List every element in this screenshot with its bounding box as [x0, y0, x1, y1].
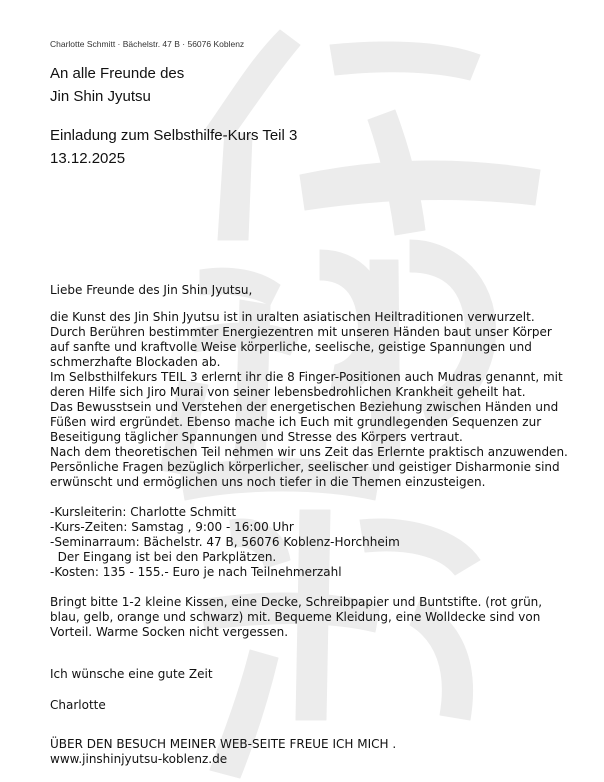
recipient-block	[50, 62, 184, 108]
detail-line: Der Eingang ist bei den Parkplätzen.	[50, 550, 277, 564]
bring-items-paragraph: Bringt bitte 1-2 kleine Kissen, eine Decke, Schreibpapier und Buntstifte. (rot grün, blau, gelb, orange und schwarz) mit. Bequeme Kleidung, eine Wolldecke sind von Vorteil. Warme Socken nicht vergessen.	[50, 595, 543, 639]
subject-date: 13.12.2025	[50, 150, 126, 167]
sender-address: Charlotte Schmitt · Bächelstr. 47 B · 56076 Koblenz	[50, 39, 245, 49]
letter-body	[50, 283, 570, 713]
salutation: Liebe Freunde des Jin Shin Jyutsu,	[50, 283, 253, 297]
detail-line: -Kurs-Zeiten: Samstag , 9:00 - 16:00 Uhr	[50, 520, 294, 534]
subject-title: Einladung zum Selbsthilfe-Kurs Teil 3	[50, 127, 298, 144]
body-paragraph: Nach dem theoretischen Teil nehmen wir uns Zeit das Erlernte praktisch anzuwenden. Persönliche Fragen bezüglich körperlicher, seelischer und geistiger Disharmonie sind erwünscht und ermöglichen uns noch tiefer in die Themen einzusteigen.	[50, 445, 568, 489]
detail-line: -Seminarraum: Bächelstr. 47 B, 56076 Koblenz-Horchheim	[50, 535, 400, 549]
recipient-line: An alle Freunde des	[50, 65, 185, 82]
body-paragraph: Im Selbsthilfekurs TEIL 3 erlernt ihr die 8 Finger-Positionen auch Mudras genannt, mit deren Hilfe sich Jiro Murai von seiner lebensbedrohlichen Krankheit geheilt hat.	[50, 370, 563, 399]
website-link[interactable]: www.jinshinjyutsu-koblenz.de	[50, 752, 228, 766]
footer	[50, 737, 396, 767]
signature: Charlotte	[50, 698, 106, 712]
closing-line: Ich wünsche eine gute Zeit	[50, 667, 213, 681]
footer-note: ÜBER DEN BESUCH MEINER WEB-SEITE FREUE ICH MICH .	[50, 737, 397, 751]
detail-line: -Kosten: 135 - 155.- Euro je nach Teilnehmerzahl	[50, 565, 342, 579]
body-paragraph: Das Bewusstsein und Verstehen der energetischen Beziehung zwischen Händen und Füßen wird ergründet. Ebenso mache ich Euch mit grundlegenden Sequenzen zur Beseitigung täglicher Spannungen und Stresse des Körpers vertraut.	[50, 400, 559, 444]
subject-block	[50, 124, 297, 170]
body-paragraph: die Kunst des Jin Shin Jyutsu ist in uralten asiatischen Heiltraditionen verwurzelt. Durch Berühren bestimmter Energiezentren mit unseren Händen baut unser Körper auf sanfte und kraftvolle Weise körperliche, seelische, geistige Spannungen und schmerzhafte Blockaden ab.	[50, 310, 552, 369]
recipient-line: Jin Shin Jyutsu	[50, 88, 151, 105]
detail-line: -Kursleiterin: Charlotte Schmitt	[50, 505, 237, 519]
course-details	[50, 505, 570, 580]
